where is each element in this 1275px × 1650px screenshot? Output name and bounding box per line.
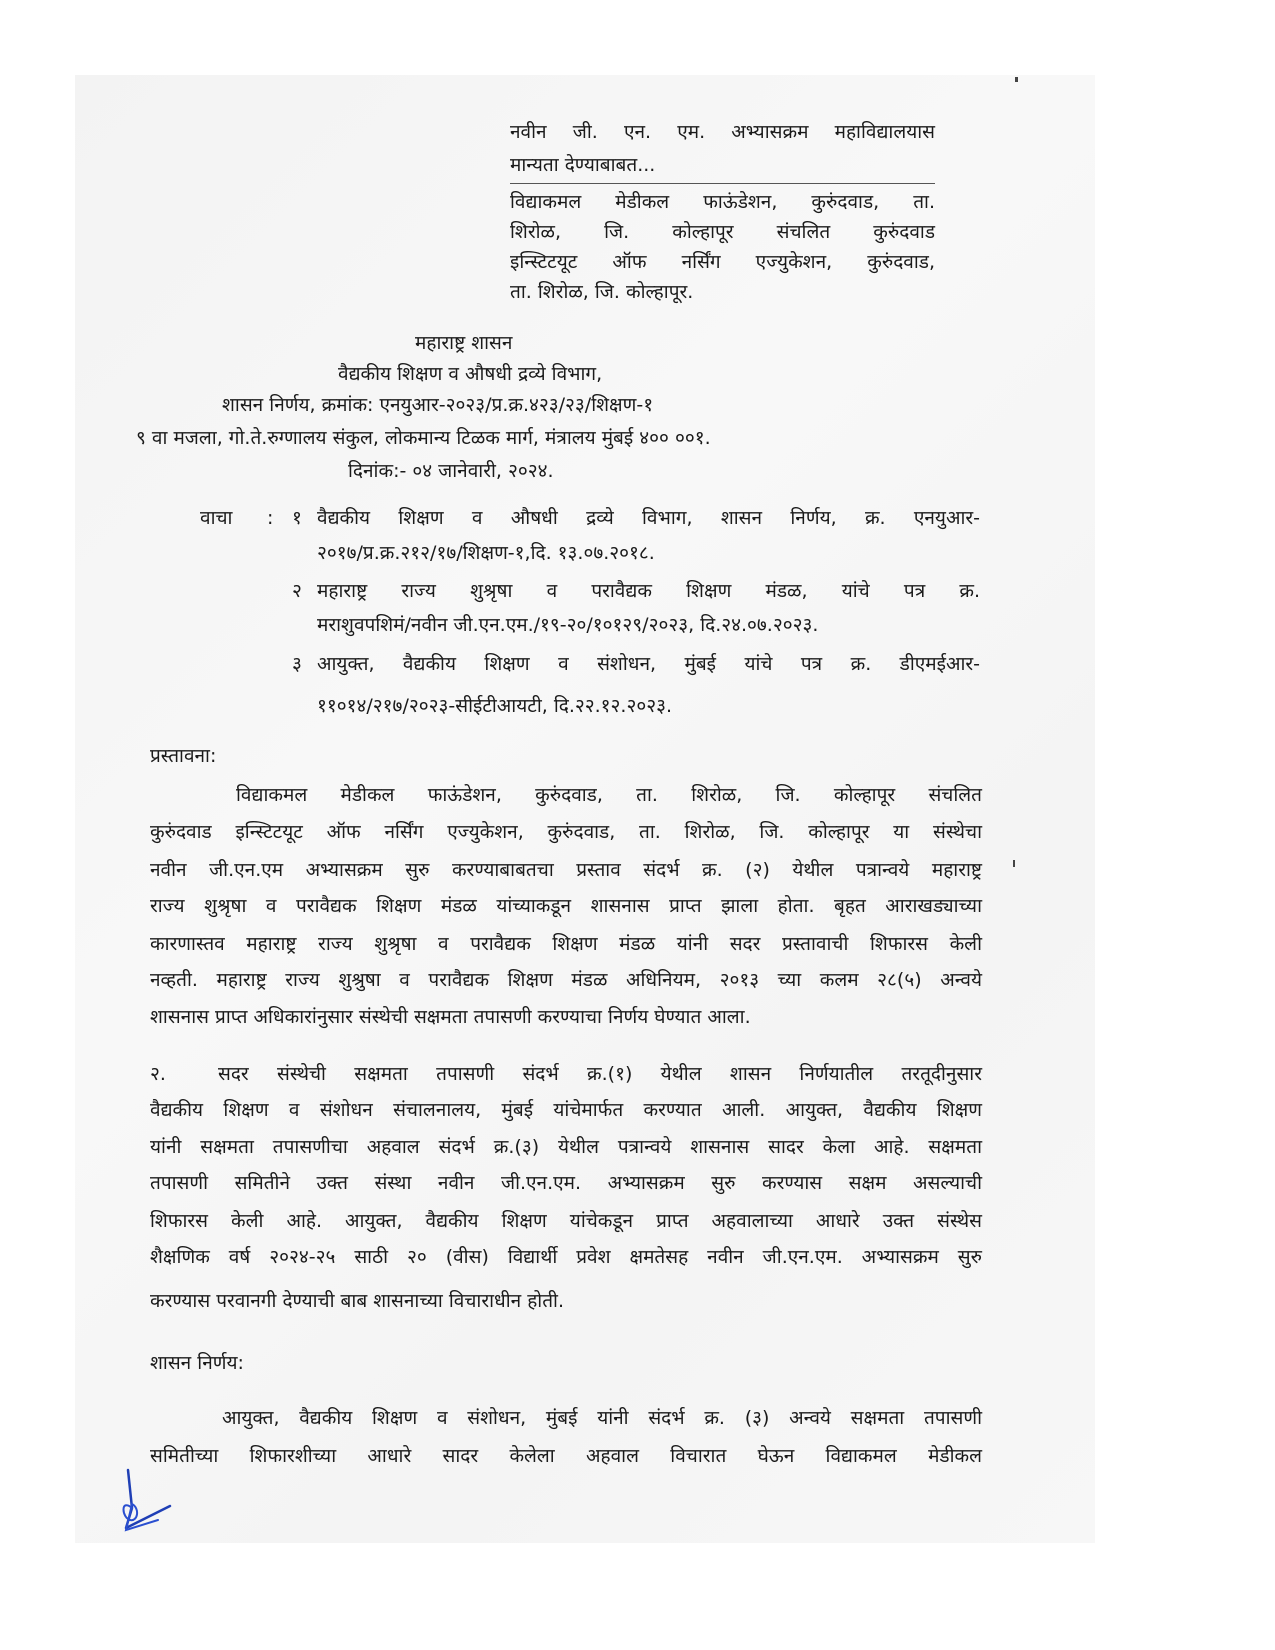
preamble-line: शासनास प्राप्त अधिकारांनुसार संस्थेची सक्षमता तपासणी करण्याचा निर्णय घेण्यात आला.: [150, 1006, 751, 1028]
preamble-line: कारणास्तव महाराष्ट्र राज्य शुश्रृषा व परावैद्यक शिक्षण मंडळ यांनी सदर प्रस्तावाची शिफारस केली: [150, 933, 982, 955]
preamble-line: करण्यास परवानगी देण्याची बाब शासनाच्या विचाराधीन होती.: [150, 1290, 565, 1312]
gr-number: शासन निर्णय, क्रमांक: एनयुआर-२०२३/प्र.क्र.४२३/२३/शिक्षण-१: [222, 394, 654, 416]
preamble-line: नव्हती. महाराष्ट्र राज्य शुश्रुषा व परावैद्यक शिक्षण मंडळ अधिनियम, २०१३ च्या कलम २८(५) अन्वये: [150, 969, 982, 991]
reference-line: मराशुवपशिमं/नवीन जी.एन.एम./१९-२०/१०१२९/२०२३, दि.२४.०७.२०२३.: [317, 614, 819, 636]
subject-divider: [510, 183, 935, 184]
signature-icon: [118, 1468, 178, 1538]
institution-line: शिरोळ, जि. कोल्हापूर संचलित कुरुंदवाड: [510, 221, 935, 243]
scan-speck: [1013, 860, 1015, 867]
government-title: महाराष्ट्र शासन: [415, 332, 513, 354]
department-name: वैद्यकीय शिक्षण व औषधी द्रव्ये विभाग,: [338, 363, 603, 385]
reference-line: वैद्यकीय शिक्षण व औषधी द्रव्ये विभाग, शासन निर्णय, क्र. एनयुआर-: [317, 507, 980, 529]
institution-line: इन्स्टिटयूट ऑफ नर्सिंग एज्युकेशन, कुरुंदवाड,: [510, 251, 935, 273]
institution-line: ता. शिरोळ, जि. कोल्हापूर.: [510, 281, 694, 303]
preamble-line: कुरुंदवाड इन्स्टिटयूट ऑफ नर्सिंग एज्युकेशन, कुरुंदवाड, ता. शिरोळ, जि. कोल्हापूर या संस्थेचा: [150, 821, 982, 843]
paragraph-number: २.: [150, 1063, 166, 1085]
reference-line: २०१७/प्र.क्र.२१२/१७/शिक्षण-१,दि. १३.०७.२०१८.: [317, 542, 655, 564]
references-colon: :: [267, 507, 274, 529]
gr-date: दिनांक:- ०४ जानेवारी, २०२४.: [348, 460, 554, 482]
references-label: वाचा: [200, 507, 233, 529]
resolution-line: समितीच्या शिफारशीच्या आधारे सादर केलेला अहवाल विचारात घेऊन विद्याकमल मेडीकल: [150, 1445, 982, 1467]
reference-number: १: [292, 507, 302, 529]
preamble-line: सदर संस्थेची सक्षमता तपासणी संदर्भ क्र.(१) येथील शासन निर्णयातील तरतूदीनुसार: [218, 1063, 982, 1085]
preamble-line: राज्य शुश्रृषा व परावैद्यक शिक्षण मंडळ यांच्याकडून शासनास प्राप्त झाला होता. बृहत आराखड्याच्या: [150, 895, 982, 917]
preamble-line: शिफारस केली आहे. आयुक्त, वैद्यकीय शिक्षण यांचेकडून प्राप्त अहवालाच्या आधारे उक्त संस्थेस: [150, 1210, 982, 1232]
preamble-line: शैक्षणिक वर्ष २०२४-२५ साठी २० (वीस) विद्यार्थी प्रवेश क्षमतेसह नवीन जी.एन.एम. अभ्यासक्रम सुरु: [150, 1246, 982, 1268]
resolution-heading: शासन निर्णय:: [150, 1352, 244, 1374]
preamble-line: यांनी सक्षमता तपासणीचा अहवाल संदर्भ क्र.(३) येथील पत्रान्वये शासनास सादर केला आहे. सक्षमता: [150, 1136, 982, 1158]
reference-number: २: [292, 580, 302, 602]
preamble-line: विद्याकमल मेडीकल फाऊंडेशन, कुरुंदवाड, ता. शिरोळ, जि. कोल्हापूर संचलित: [236, 784, 982, 806]
reference-line: आयुक्त, वैद्यकीय शिक्षण व संशोधन, मुंबई यांचे पत्र क्र. डीएमईआर-: [317, 653, 980, 675]
reference-line: महाराष्ट्र राज्य शुश्रृषा व परावैद्यक शिक्षण मंडळ, यांचे पत्र क्र.: [317, 580, 980, 602]
resolution-line: आयुक्त, वैद्यकीय शिक्षण व संशोधन, मुंबई यांनी संदर्भ क्र. (३) अन्वये सक्षमता तपासणी: [222, 1407, 982, 1429]
subject-line: मान्यता देण्याबाबत...: [510, 154, 656, 176]
preamble-line: वैद्यकीय शिक्षण व संशोधन संचालनालय, मुंबई यांचेमार्फत करण्यात आली. आयुक्त, वैद्यकीय शिक्षण: [150, 1099, 982, 1121]
reference-line: ११०१४/२१७/२०२३-सीईटीआयटी, दि.२२.१२.२०२३.: [317, 695, 673, 717]
preamble-line: तपासणी समितीने उक्त संस्था नवीन जी.एन.एम. अभ्यासक्रम सुरु करण्यास सक्षम असल्याची: [150, 1172, 982, 1194]
reference-number: ३: [292, 653, 302, 675]
subject-line: नवीन जी. एन. एम. अभ्यासक्रम महाविद्यालयास: [510, 121, 935, 143]
institution-line: विद्याकमल मेडीकल फाऊंडेशन, कुरुंदवाड, ता.: [510, 191, 935, 213]
scan-speck: [1015, 77, 1018, 82]
preamble-heading: प्रस्तावना:: [150, 745, 217, 767]
office-address: ९ वा मजला, गो.ते.रुग्णालय संकुल, लोकमान्य टिळक मार्ग, मंत्रालय मुंबई ४०० ००१.: [136, 427, 711, 449]
preamble-line: नवीन जी.एन.एम अभ्यासक्रम सुरु करण्याबाबतचा प्रस्ताव संदर्भ क्र. (२) येथील पत्रान्वये महाराष्ट्र: [150, 859, 982, 881]
